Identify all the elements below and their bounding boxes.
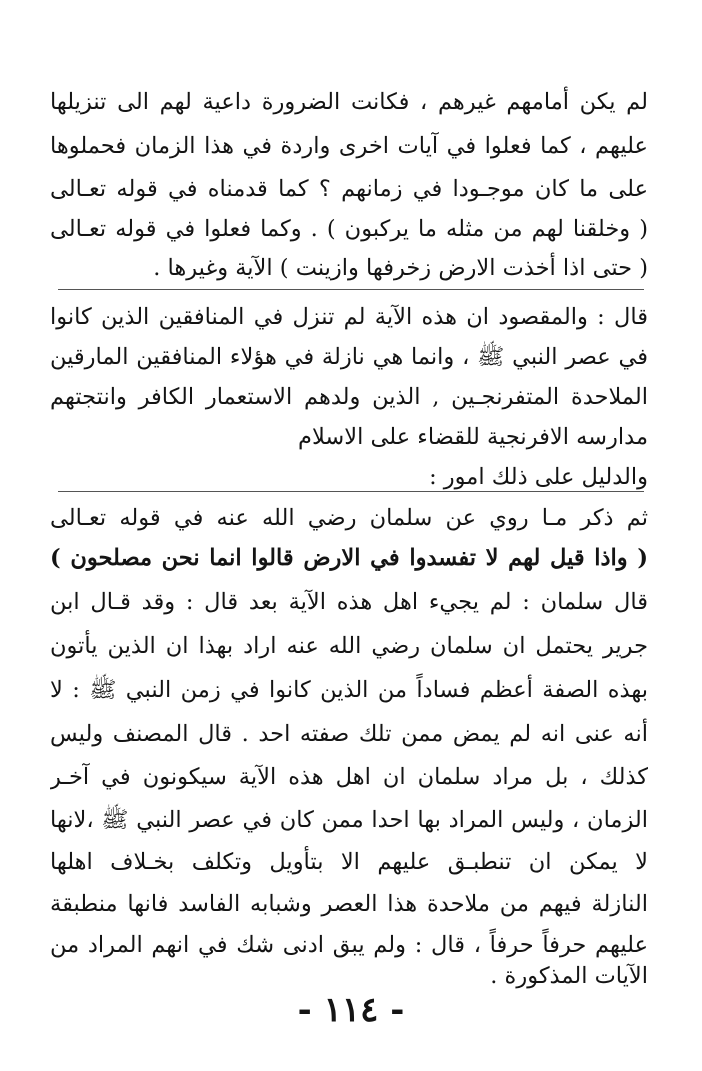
text-line: ( وخلقنا لهم من مثله ما يركبون ) . وكما فعلوا في قوله تعـالى	[50, 216, 648, 242]
text-line: لم يكن أمامهم غيرهم ، فكانت الضرورة داعية لهم الى تنزيلها	[50, 89, 648, 115]
text-line: لا يمكن ان تنطبـق عليهم الا بتأويل وتكلف بخـلاف اهلها	[50, 849, 648, 875]
text-line: الآيات المذكورة .	[490, 963, 648, 989]
text-line: في عصر النبي ﷺ ، وانما هي نازلة في هؤلاء المنافقين المارقين	[50, 344, 648, 370]
text-line: أنه عنى انه لم يمض ممن تلك صفته احد . قال المصنف وليس	[50, 721, 648, 747]
text-line: على ما كان موجـودا في زمانهم ؟ كما قدمناه في قوله تعـالى	[50, 176, 648, 202]
quran-verse-line: ( واذا قيل لهم لا تفسدوا في الارض قالوا انما نحن مصلحون )	[50, 545, 648, 571]
text-line: قال : والمقصود ان هذه الآية لم تنزل في المنافقين الذين كانوا	[50, 304, 648, 330]
text-line: عليهم ، كما فعلوا في آيات اخرى واردة في هذا الزمان فحملوها	[50, 133, 648, 159]
text-line: النازلة فيهم من ملاحدة هذا العصر وشبابه الفاسد فانها منطبقة	[50, 891, 648, 917]
text-line: ثم ذكر مـا روي عن سلمان رضي الله عنه في قوله تعـالى	[50, 505, 648, 531]
text-line: كذلك ، بل مراد سلمان ان اهل هذه الآية سيكونون في آخـر	[50, 764, 648, 790]
text-line: والدليل على ذلك امور :	[429, 464, 648, 490]
section-divider	[58, 289, 644, 290]
section-divider	[58, 491, 644, 492]
text-line: قال سلمان : لم يجيء اهل هذه الآية بعد قال : وقد قـال ابن	[50, 589, 648, 615]
text-line: جرير يحتمل ان سلمان رضي الله عنه اراد بهذا ان الذين يأتون	[50, 633, 648, 659]
text-line: الزمان ، وليس المراد بها احدا ممن كان في عصر النبي ﷺ ،لانها	[50, 807, 648, 833]
text-line: مدارسه الافرنجية للقضاء على الاسلام	[298, 424, 648, 450]
page-number: - ١١٤ -	[297, 990, 405, 1030]
text-line: عليهم حرفاً حرفاً ، قال : ولم يبق ادنى شك في انهم المراد من	[50, 932, 648, 958]
text-line: ( حتى اذا أخذت الارض زخرفها وازينت ) الآية وغيرها .	[153, 255, 648, 281]
text-line: بهذه الصفة أعظم فساداً من الذين كانوا في زمن النبي ﷺ : لا	[50, 677, 648, 703]
text-line: الملاحدة المتفرنجـين , الذين ولدهم الاستعمار الكافر وانتجتهم	[50, 384, 648, 410]
